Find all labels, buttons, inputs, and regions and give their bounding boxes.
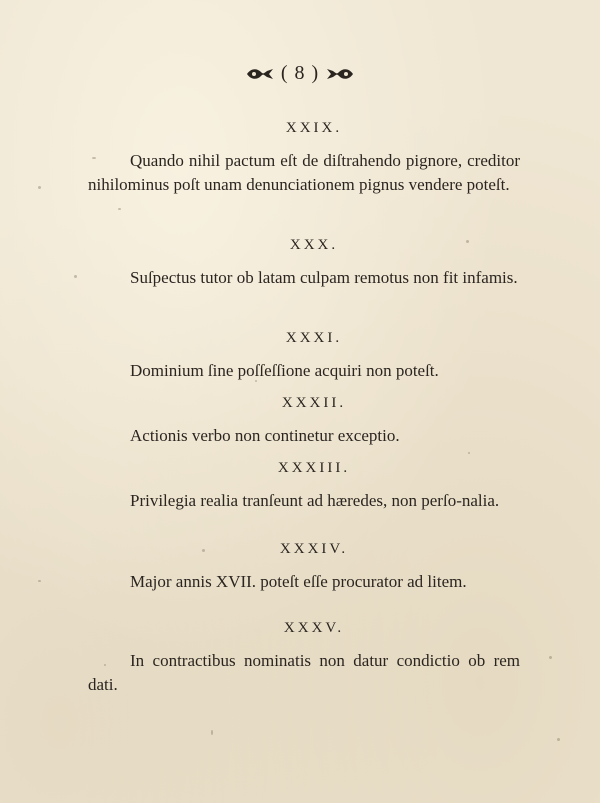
thesis-xxxii — [88, 395, 520, 448]
paper-speck — [255, 380, 257, 382]
thesis-xxx — [88, 237, 520, 290]
thesis-numeral: XXXII. — [281, 395, 347, 411]
paper-speck — [211, 730, 213, 735]
paper-speck — [202, 549, 205, 552]
paper-speck — [38, 580, 41, 582]
thesis-text: In contractibus nominatis non datur condictio ob rem dati. — [88, 651, 520, 694]
paper-speck — [549, 656, 552, 659]
paper-speck — [92, 157, 96, 159]
paper-speck — [557, 738, 560, 741]
thesis-text: Suſpectus tutor ob latam culpam remotus non fit infamis. — [130, 268, 518, 287]
thesis-xxix — [88, 120, 520, 197]
thesis-text: Dominium ſine poſſeſſione acquiri non poteſt. — [130, 361, 439, 380]
paper-speck — [38, 186, 41, 189]
thesis-xxxi — [88, 330, 520, 383]
thesis-numeral: XXXV. — [283, 620, 345, 636]
thesis-text: Major annis XVII. poteſt eſſe procurator ad litem. — [130, 572, 467, 591]
thesis-numeral: XXXIV. — [279, 541, 349, 557]
thesis-xxxv — [88, 620, 520, 697]
thesis-numeral: XXXI. — [285, 330, 343, 346]
thesis-numeral: XXIX. — [285, 120, 343, 136]
paper-speck — [118, 208, 121, 210]
thesis-text: Actionis verbo non continetur exceptio. — [130, 426, 400, 445]
thesis-numeral: XXXIII. — [277, 460, 351, 476]
thesis-xxxiii — [88, 460, 520, 513]
page-header — [0, 62, 600, 85]
thesis-text: Privilegia realia tranſeunt ad hæredes, non perſo-nalia. — [130, 491, 500, 510]
thesis-numeral: XXX. — [289, 237, 339, 253]
paper-speck — [104, 664, 106, 666]
right-fleuron-icon — [325, 66, 355, 82]
page-number: ( 8 ) — [280, 62, 320, 84]
paper-speck — [466, 240, 469, 243]
left-fleuron-icon — [245, 66, 275, 82]
paper-speck — [468, 452, 470, 454]
thesis-xxxiv — [88, 541, 520, 594]
thesis-text: Quando nihil pactum eſt de diſtrahendo pignore, creditor nihilominus poſt unam denunciationem pignus vendere poteſt. — [88, 151, 520, 194]
paper-speck — [74, 275, 77, 278]
